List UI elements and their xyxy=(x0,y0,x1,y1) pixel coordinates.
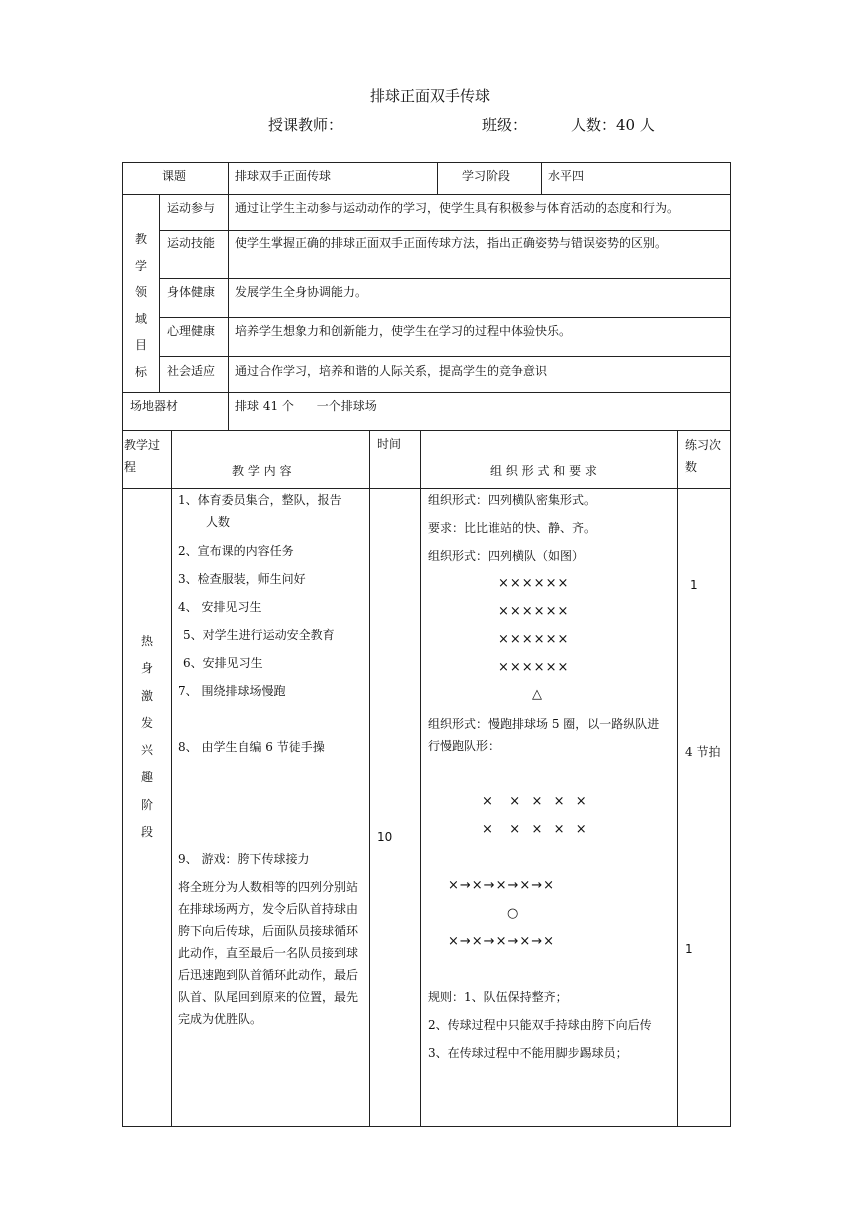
time-value: 10 xyxy=(377,830,393,844)
stage-label: 学习阶段 xyxy=(462,169,511,183)
content-item: 3、检查服装，师生问好 xyxy=(178,572,306,586)
org-line: 组织形式：四列横队（如图） xyxy=(428,549,585,563)
doc-title: 排球正面双手传球 xyxy=(369,87,490,105)
formation-row: ×××××× xyxy=(498,576,570,591)
stage-label-vertical: 热 身 激 发 兴 趣 阶 段 xyxy=(140,634,153,840)
formation-row: ×××××× xyxy=(498,604,570,619)
time-header: 时间 xyxy=(377,437,402,451)
org-line: 组织形式：慢跑排球场 5 圈，以一路纵队进 xyxy=(428,717,660,731)
org-line: 要求：比比谁站的快、静、齐。 xyxy=(428,521,597,535)
equipment-value: 排球 41 个 一个排球场 xyxy=(235,399,377,413)
jog-formation-row: × × × × × xyxy=(482,822,588,837)
practice-count: 1 xyxy=(685,942,693,956)
game-description: 将全班分为人数相等的四列分别站在排球场两方，发令后队首持球由胯下向后传球，后面队员接球循环此动作，直至最后一名队员接到球后迅速跑到队首循环此动作，最后队首、队尾回到原来的位置，最先完成为优胜队。 xyxy=(178,880,359,1026)
teacher-label: 授课教师： xyxy=(268,116,344,134)
org-header: 组 织 形 式 和 要 求 xyxy=(490,464,597,478)
content-item: 4、 安排见习生 xyxy=(178,600,262,614)
student-count: 人数：40 人 xyxy=(571,116,655,134)
content-item: 5、对学生进行运动安全教育 xyxy=(183,628,335,642)
content-item: 2、宣布课的内容任务 xyxy=(178,544,294,558)
process-header: 教学过程 xyxy=(124,438,161,474)
goal-label: 心理健康 xyxy=(167,324,216,338)
lesson-label: 课题 xyxy=(162,169,187,183)
content-item: 8、 由学生自编 6 节徒手操 xyxy=(178,740,325,754)
formation-row: ×××××× xyxy=(498,632,570,647)
content-item: 9、 游戏：胯下传球接力 xyxy=(178,852,310,866)
ball-marker: ○ xyxy=(507,906,520,921)
class-label: 班级： xyxy=(482,116,528,134)
content-item: 7、 围绕排球场慢跑 xyxy=(178,684,286,698)
goal-label: 社会适应 xyxy=(167,364,216,378)
goal-label: 身体健康 xyxy=(167,285,216,299)
rule-line: 规则：1、队伍保持整齐； xyxy=(428,990,568,1004)
content-item: 1、体育委员集合，整队，报告 xyxy=(178,493,342,507)
org-line: 行慢跑队形： xyxy=(428,739,501,753)
practice-count: 4 节拍 xyxy=(685,745,721,759)
relay-row: ×→×→×→×→× xyxy=(448,934,556,949)
goal-text: 培养学生想象力和创新能力，使学生在学习的过程中体验快乐。 xyxy=(235,324,572,338)
goal-text: 通过让学生主动参与运动动作的学习，使学生具有积极参与体育活动的态度和行为。 xyxy=(235,201,680,215)
teacher-marker: △ xyxy=(532,687,543,702)
goal-text: 发展学生全身协调能力。 xyxy=(235,285,368,299)
content-header: 教 学 内 容 xyxy=(232,464,292,478)
content-item: 人数 xyxy=(206,515,231,529)
rule-line: 3、在传球过程中不能用脚步踢球员； xyxy=(428,1046,628,1060)
equipment-label: 场地器材 xyxy=(130,399,179,413)
practice-count: 1 xyxy=(690,578,698,592)
org-line: 组织形式：四列横队密集形式。 xyxy=(428,493,597,507)
jog-formation-row: × × × × × xyxy=(482,794,588,809)
goal-text: 通过合作学习，培养和谐的人际关系，提高学生的竞争意识 xyxy=(235,364,548,378)
relay-row: ×→×→×→×→× xyxy=(448,878,556,893)
goal-label: 运动技能 xyxy=(167,236,216,250)
goal-label: 运动参与 xyxy=(167,201,216,215)
rule-line: 2、传球过程中只能双手持球由胯下向后传 xyxy=(428,1018,652,1032)
domain-label-vertical: 教 学 领 域 目 标 xyxy=(134,232,147,379)
practice-header: 练习次 数 xyxy=(685,438,722,474)
lesson-value: 排球双手正面传球 xyxy=(235,169,332,183)
formation-row: ×××××× xyxy=(498,660,570,675)
stage-value: 水平四 xyxy=(548,169,585,183)
content-item: 6、安排见习生 xyxy=(183,656,263,670)
goal-text: 使学生掌握正确的排球正面双手正面传球方法，指出正确姿势与错误姿势的区别。 xyxy=(235,236,668,250)
